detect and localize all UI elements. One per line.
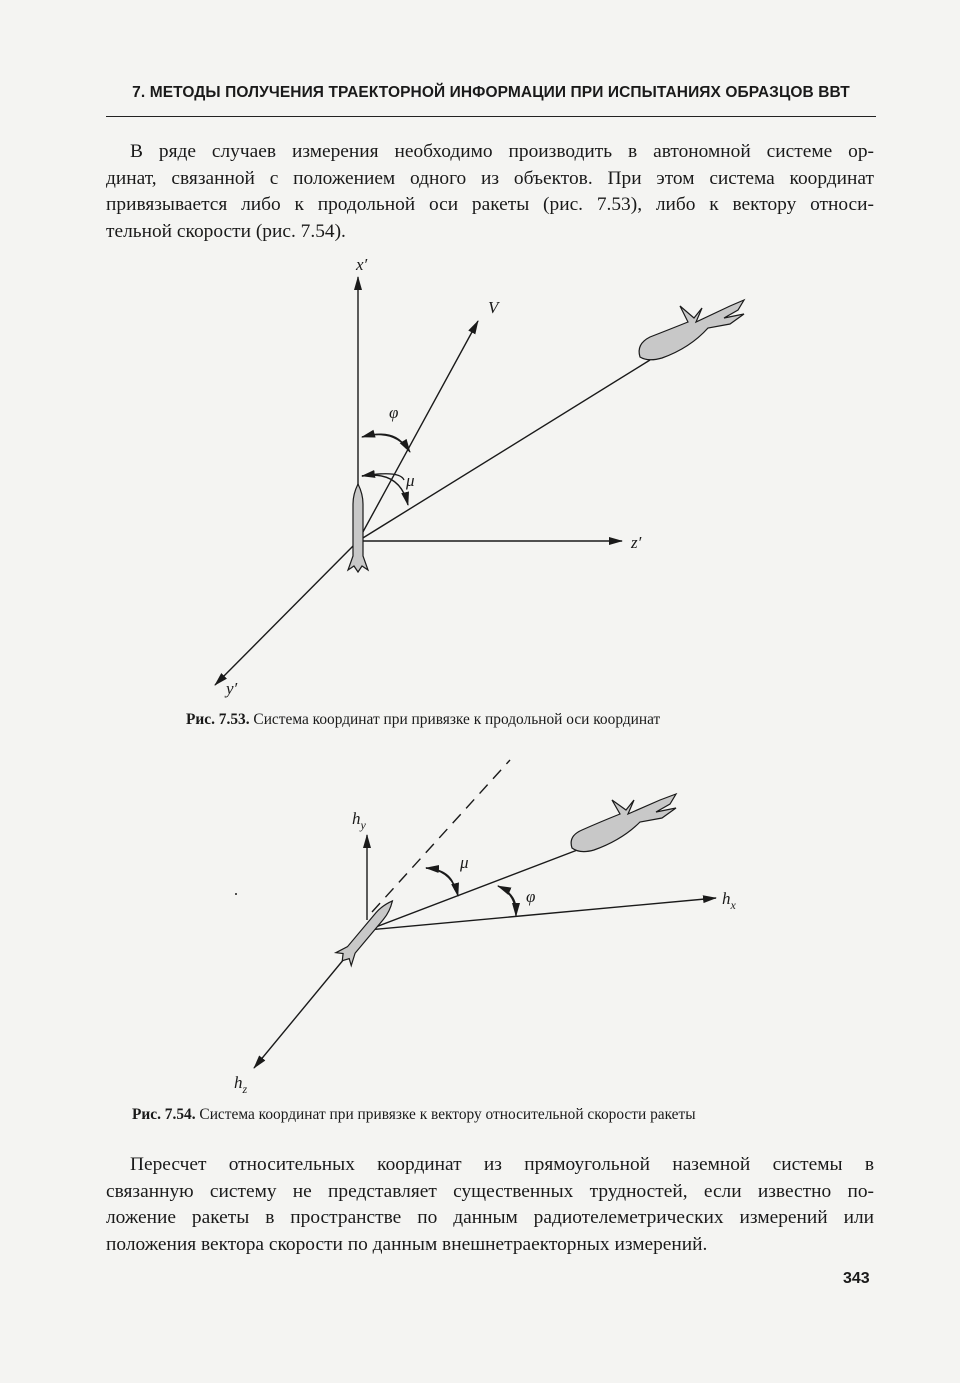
mu-label: μ <box>406 471 415 490</box>
running-head: 7. МЕТОДЫ ПОЛУЧЕНИЯ ТРАЕКТОРНОЙ ИНФОРМАЦИИ ПРИ ИСПЫТАНИЯХ ОБРАЗЦОВ ВВТ <box>132 84 850 101</box>
hz-label: $h_z$ <box>234 1073 248 1096</box>
page-number: 343 <box>843 1270 870 1287</box>
stray-dot <box>235 893 237 895</box>
y-axis-label: y′ <box>226 679 238 698</box>
dashed-axis-line <box>372 760 510 912</box>
paragraph-line: Пересчет относительных координат из прямоугольной наземной системы в <box>130 1154 874 1175</box>
caption-text: Система координат при привязке к продольной оси координат <box>249 711 661 728</box>
paragraph-line: ложение ракеты в пространстве по данным радиотелеметрических измерений или <box>106 1207 874 1229</box>
mu-label: μ <box>460 853 469 872</box>
target-aircraft-icon <box>571 794 676 852</box>
z-axis-label: z′ <box>631 533 642 552</box>
paragraph-line: В ряде случаев измерения необходимо производить в автономной системе ор- <box>130 141 874 162</box>
caption-number: Рис. 7.53. <box>186 711 250 728</box>
caption-number: Рис. 7.54. <box>132 1106 196 1123</box>
paragraph-line: динат, связанной с положением одного из объектов. При этом система координат <box>106 167 874 189</box>
paragraph-line: положения вектора скорости по данным внешнетраекторных измерений. <box>106 1233 708 1255</box>
paragraph-line: тельной скорости (рис. 7.54). <box>106 220 346 242</box>
phi-label: φ <box>389 403 399 422</box>
hy-label: $h_y$ <box>352 809 366 832</box>
hx-axis-line <box>368 898 716 930</box>
figure-7-54-caption <box>132 1106 696 1124</box>
caption-text: Система координат при привязке к вектору относительной скорости ракеты <box>195 1106 696 1123</box>
paragraph-line: привязывается либо к продольной оси ракеты (рис. 7.53), либо к вектору относи- <box>106 194 874 216</box>
velocity-label: V <box>488 298 499 317</box>
x-axis-label: x′ <box>356 255 368 274</box>
phi-label: φ <box>526 887 536 906</box>
paragraph-line: связанную систему не представляет существенных трудностей, если известно по- <box>106 1180 874 1202</box>
hx-label: $h_x$ <box>722 889 736 912</box>
target-line <box>368 849 580 930</box>
paragraph-conclusion <box>106 1152 874 1258</box>
